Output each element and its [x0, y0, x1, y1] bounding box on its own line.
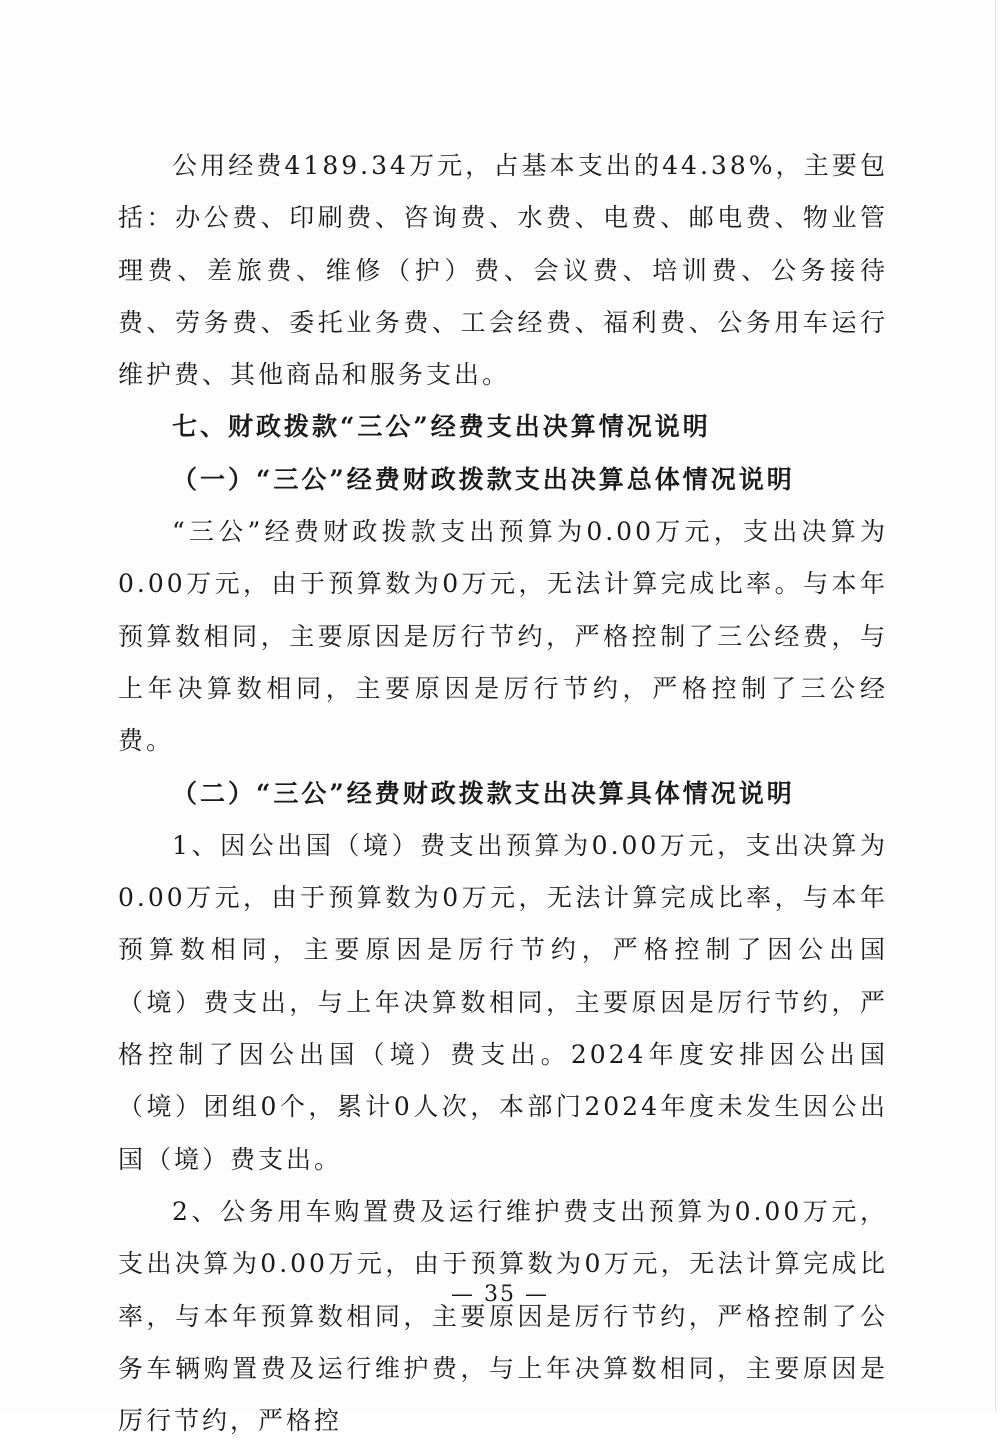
page-number: — 35 —	[451, 1282, 549, 1307]
document-body	[118, 140, 888, 1447]
paragraph-public-funds: 公用经费4189.34万元，占基本支出的44.38%，主要包括：办公费、印刷费、咨询费、水费、电费、邮电费、物业管理费、差旅费、维修（护）费、会议费、培训费、公务接待费、劳务费、委托业务费、工会经费、福利费、公务用车运行维护费、其他商品和服务支出。	[118, 151, 888, 390]
subsection-heading-overall: （一）“三公”经费财政拨款支出决算总体情况说明	[172, 464, 795, 494]
section-heading-seven: 七、财政拨款“三公”经费支出决算情况说明	[172, 412, 711, 442]
subsection-heading-specific: （二）“三公”经费财政拨款支出决算具体情况说明	[172, 778, 795, 808]
paragraph-official-vehicles: 2、公务用车购置费及运行维护费支出预算为0.00万元，支出决算为0.00万元，由于预算数为0万元，无法计算完成比率，与本年预算数相同，主要原因是厉行节约，严格控制了公务车辆购置费及运行维护费，与上年决算数相同，主要原因是厉行节约，严格控	[118, 1196, 888, 1436]
paragraph-overseas-travel: 1、因公出国（境）费支出预算为0.00万元，支出决算为0.00万元，由于预算数为0万元，无法计算完成比率，与本年预算数相同，主要原因是厉行节约，严格控制了因公出国（境）费支出，与上年决算数相同，主要原因是厉行节约，严格控制了因公出国（境）费支出。2024年度安排因公出国（境）团组0个，累计0人次，本部门2024年度未发生因公出国（境）费支出。	[118, 830, 888, 1174]
paragraph-three-public-overall: “三公”经费财政拨款支出预算为0.00万元，支出决算为0.00万元，由于预算数为0万元，无法计算完成比率。与本年预算数相同，主要原因是厉行节约，严格控制了三公经费，与上年决算数相同，主要原因是厉行节约，严格控制了三公经费。	[118, 517, 888, 756]
scan-edge-line	[995, 0, 996, 1411]
